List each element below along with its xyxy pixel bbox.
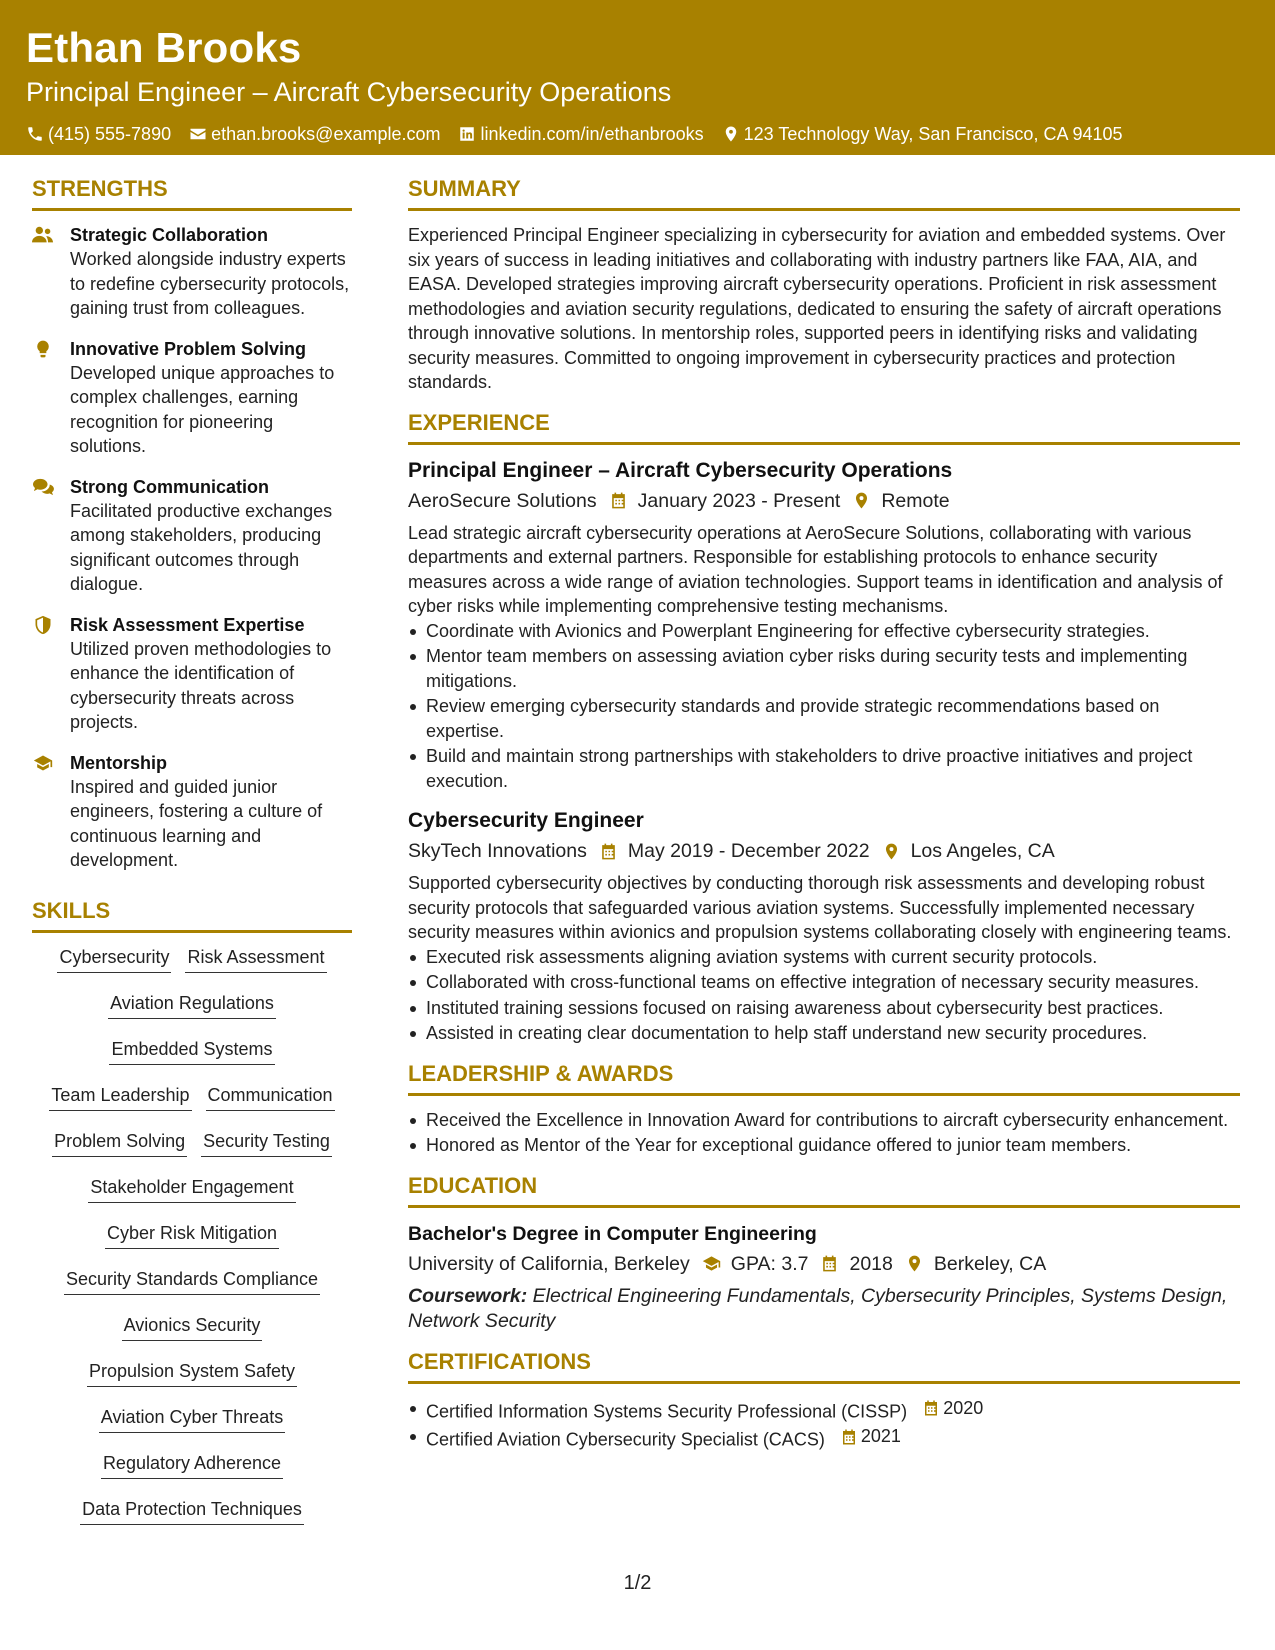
bullet-item: Collaborated with cross-functional teams on effective integration of necessary security measures.: [408, 970, 1240, 995]
contact-phone: [26, 122, 171, 146]
job-entry: [408, 807, 1240, 1046]
skill-tag: Propulsion System Safety: [87, 1359, 297, 1387]
skill-tag: Cyber Risk Mitigation: [105, 1221, 279, 1249]
award-item: Honored as Mentor of the Year for exceptional guidance offered to junior team members.: [408, 1133, 1240, 1158]
skill-tag: Data Protection Techniques: [80, 1497, 304, 1525]
skill-tag: Security Standards Compliance: [64, 1267, 320, 1295]
company-name: SkyTech Innovations: [408, 840, 587, 862]
school-location: Berkeley, CA: [933, 1252, 1047, 1275]
graduation-cap-icon: [702, 1254, 721, 1273]
skills-list: [32, 945, 352, 1543]
strength-desc: Developed unique approaches to complex challenges, earning recognition for pioneering solutions.: [70, 362, 335, 456]
strength-desc: Worked alongside industry experts to redefine cybersecurity protocols, gaining trust from colleagues.: [70, 249, 350, 318]
resume-header: [0, 0, 1275, 155]
job-title: Principal Engineer – Aircraft Cybersecurity Operations: [408, 458, 953, 482]
summary-text: Experienced Principal Engineer specializing in cybersecurity for aviation and embedded systems. Over six years of success in leading initiatives and collaborating with industry partners like FAA, AIA, and EASA. Developed strategies improving aircraft cybersecurity operations. Proficient in risk assessment methodologies and aviation security regulations, dedicated to ensuring the safety of aircraft operations through innovative solutions. In mentorship roles, supported peers in identifying risks and validating security measures. Committed to ongoing improvement in cybersecurity practices and protection standards.: [408, 225, 1226, 392]
map-pin-icon: [905, 1254, 924, 1273]
phone-text: (415) 555-7890: [48, 124, 172, 144]
degree-title: Bachelor's Degree in Computer Engineering: [408, 1222, 817, 1245]
email-text[interactable]: ethan.brooks@example.com: [211, 124, 441, 144]
calendar-icon: [840, 1428, 858, 1446]
skill-tag: Problem Solving: [52, 1129, 187, 1157]
award-item: Received the Excellence in Innovation Award for contributions to aircraft cybersecurity enhancement.: [408, 1108, 1240, 1133]
job-title: Cybersecurity Engineer: [408, 809, 644, 832]
strength-title: Strategic Collaboration: [70, 225, 269, 245]
users-icon: [32, 225, 54, 245]
gpa-text: GPA: 3.7: [730, 1252, 809, 1275]
comments-icon: [32, 477, 54, 497]
strength-desc: Inspired and guided junior engineers, fostering a culture of continuous learning and development.: [70, 776, 323, 870]
job-entry: [408, 457, 1240, 794]
education-entry: [408, 1220, 1240, 1334]
certifications-list: [408, 1396, 1240, 1453]
calendar-icon: [599, 842, 618, 861]
candidate-title: Principal Engineer – Aircraft Cybersecurity Operations: [26, 77, 672, 107]
skills-heading: SKILLS: [32, 897, 352, 933]
certification-item: [408, 1424, 1240, 1452]
map-pin-icon: [882, 842, 901, 861]
job-dates: January 2023 - Present: [637, 489, 841, 512]
skill-tag: Embedded Systems: [109, 1037, 274, 1065]
job-description: Lead strategic aircraft cybersecurity operations at AeroSecure Solutions, collaborating with various departments and external partners. Responsible for establishing protocols to enhance security measures across a wide range of aviation technologies. Support teams in identification and analysis of cyber risks while implementing comprehensive testing mechanisms.: [408, 522, 1223, 616]
job-meta: [408, 837, 1240, 865]
linkedin-icon: [458, 125, 476, 143]
coursework: [408, 1284, 1240, 1334]
leadership-list: [408, 1108, 1240, 1158]
strength-title: Strong Communication: [70, 476, 269, 497]
bullet-item: Build and maintain strong partnerships with stakeholders to drive proactive initiatives and project execution.: [408, 744, 1240, 793]
strength-item: [32, 751, 352, 873]
skill-tag: Security Testing: [201, 1129, 332, 1157]
skill-tag: Aviation Regulations: [108, 991, 276, 1019]
page-number: 1/2: [623, 1572, 652, 1594]
right-column: [408, 175, 1240, 1453]
certification-name: Certified Aviation Cybersecurity Specialist (CACS): [426, 1429, 825, 1450]
job-bullets: [408, 619, 1240, 794]
calendar-icon: [820, 1254, 839, 1273]
strength-item: [32, 337, 352, 459]
job-location: Remote: [881, 489, 950, 512]
school-name: University of California, Berkeley: [408, 1252, 690, 1275]
bullet-item: Coordinate with Avionics and Powerplant Engineering for effective cybersecurity strategies.: [408, 619, 1240, 644]
candidate-name: Ethan Brooks: [26, 24, 302, 71]
summary-heading: SUMMARY: [408, 175, 1240, 211]
strength-title: Risk Assessment Expertise: [70, 614, 305, 635]
contact-email[interactable]: [189, 122, 440, 146]
map-pin-icon: [722, 125, 740, 143]
contact-linkedin[interactable]: [458, 122, 703, 146]
bullet-item: Instituted training sessions focused on raising awareness about cybersecurity best practices.: [408, 996, 1240, 1021]
strength-item: [32, 475, 352, 597]
contact-address: [722, 122, 1123, 146]
coursework-label: Coursework:: [408, 1284, 528, 1307]
job-description: Supported cybersecurity objectives by conducting thorough risk assessments and developing robust security protocols that safeguarded various aviation systems. Successfully implemented necessary security measures within avionics and propulsion systems collaborating closely with engineering teams.: [408, 873, 1232, 942]
company-name: AeroSecure Solutions: [408, 489, 597, 512]
strength-item: [32, 223, 352, 321]
skill-tag: Regulatory Adherence: [101, 1451, 283, 1479]
skill-tag: Aviation Cyber Threats: [99, 1405, 285, 1433]
left-column: [32, 175, 352, 1543]
leadership-heading: LEADERSHIP & AWARDS: [408, 1060, 1240, 1096]
skill-tag: Team Leadership: [49, 1083, 191, 1111]
education-heading: EDUCATION: [408, 1172, 1240, 1208]
job-dates: May 2019 - December 2022: [627, 840, 870, 862]
shield-icon: [32, 615, 54, 635]
bullet-item: Mentor team members on assessing aviation cyber risks during security tests and implementing mitigations.: [408, 644, 1240, 693]
certification-name: Certified Information Systems Security Professional (CISSP): [426, 1400, 908, 1421]
job-bullets: [408, 945, 1240, 1046]
job-meta: [408, 487, 1240, 515]
calendar-icon: [922, 1399, 940, 1417]
linkedin-text[interactable]: linkedin.com/in/ethanbrooks: [480, 124, 704, 144]
skill-tag: Risk Assessment: [185, 945, 326, 973]
calendar-icon: [609, 491, 628, 510]
experience-heading: EXPERIENCE: [408, 409, 1240, 445]
address-text: 123 Technology Way, San Francisco, CA 94105: [743, 124, 1123, 144]
coursework-text: Electrical Engineering Fundamentals, Cybersecurity Principles, Systems Design, Network Security: [408, 1284, 1228, 1332]
bullet-item: Executed risk assessments aligning aviation systems with current security protocols.: [408, 945, 1240, 970]
skill-tag: Avionics Security: [122, 1313, 263, 1341]
envelope-icon: [189, 125, 207, 143]
certification-year: 2021: [860, 1426, 901, 1447]
certification-item: [408, 1396, 1240, 1424]
lightbulb-icon: [32, 339, 54, 359]
bullet-item: Assisted in creating clear documentation to help staff understand new security procedures.: [408, 1021, 1240, 1046]
strength-title: Mentorship: [70, 752, 167, 773]
strength-item: [32, 613, 352, 735]
map-pin-icon: [852, 491, 871, 510]
strengths-heading: STRENGTHS: [32, 175, 352, 211]
job-location: Los Angeles, CA: [910, 840, 1055, 862]
skill-tag: Communication: [206, 1083, 335, 1111]
graduation-year: 2018: [849, 1252, 893, 1275]
strength-desc: Utilized proven methodologies to enhance the identification of cybersecurity threats across projects.: [70, 638, 332, 732]
certifications-heading: CERTIFICATIONS: [408, 1348, 1240, 1384]
graduation-cap-icon: [32, 753, 54, 773]
skill-tag: Cybersecurity: [57, 945, 171, 973]
contact-bar: [26, 122, 1249, 146]
phone-icon: [26, 125, 44, 143]
strength-desc: Facilitated productive exchanges among stakeholders, producing significant outcomes through dialogue.: [70, 500, 333, 594]
strength-title: Innovative Problem Solving: [70, 338, 307, 359]
bullet-item: Review emerging cybersecurity standards and provide strategic recommendations based on expertise.: [408, 694, 1240, 743]
skill-tag: Stakeholder Engagement: [88, 1175, 295, 1203]
certification-year: 2020: [943, 1397, 984, 1418]
education-meta: [408, 1250, 1240, 1278]
